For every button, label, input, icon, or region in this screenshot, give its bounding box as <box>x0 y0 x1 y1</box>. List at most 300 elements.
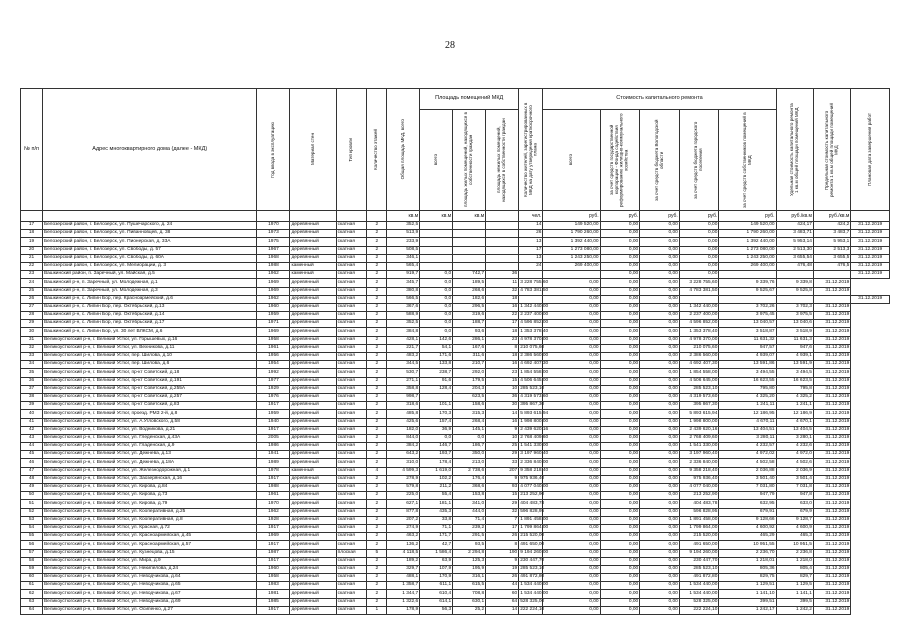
table-cell: 0,00 <box>543 295 600 303</box>
table-cell: 27 <box>21 303 43 311</box>
table-cell: 491 650,00 <box>679 541 719 549</box>
table-cell: 48 <box>21 475 43 483</box>
table-cell: скатная <box>336 279 367 287</box>
table-cell: 2 237 400,00 <box>519 312 543 320</box>
table-cell: деревянный <box>290 516 336 524</box>
table-cell: 12 186,95 <box>719 410 776 418</box>
table-cell: 285 523,10 <box>679 565 719 573</box>
table-cell: 491 872,80 <box>519 574 543 582</box>
table-cell: Великоустюгский р-н, г. Великий Устюг, ул. Дежнева, д.13 <box>42 451 256 459</box>
table-cell: Белозерский район, г. Белозерск, ул. Пушечарского, д. 24 <box>42 222 256 230</box>
table-cell: 0,00 <box>640 557 680 565</box>
table-cell: 0,00 <box>640 377 680 385</box>
unit-cell: кв.м <box>387 211 420 222</box>
table-cell: 32 <box>486 287 519 295</box>
table-cell: 805,36 <box>719 565 776 573</box>
table-cell: 233,9 <box>387 238 420 246</box>
table-cell: 13 040,6 <box>776 320 813 328</box>
table-cell: 0,00 <box>640 295 680 303</box>
table-cell: 0,00 <box>679 222 719 230</box>
table-cell: 1917 <box>257 426 290 434</box>
table-cell: Великоустюгский р-н, г. Великий Устюг, ул. Горышевых, д.16 <box>42 336 256 344</box>
table-cell: 4 600,92 <box>719 524 776 532</box>
table-cell: деревянный <box>290 451 336 459</box>
table-cell: скатная <box>336 303 367 311</box>
table-cell: Великоустюгский р-н, г. Великий Устюг, ул. Кооперативная, д.8 <box>42 516 256 524</box>
table-cell: 42 <box>21 426 43 434</box>
table-row <box>21 516 890 524</box>
table-cell: 0,00 <box>600 393 640 401</box>
table-cell <box>776 271 813 279</box>
table-cell: 0,00 <box>640 533 680 541</box>
table-cell: 9 194 260,00 <box>679 549 719 557</box>
table-cell: 2 <box>367 516 387 524</box>
table-cell: 384,8 <box>387 328 420 336</box>
table-cell: деревянный <box>290 459 336 467</box>
table-cell: 2 336 840,00 <box>519 459 543 467</box>
table-cell: 0,00 <box>600 434 640 442</box>
table-cell: 15 <box>486 377 519 385</box>
table-cell: деревянный <box>290 279 336 287</box>
table-row <box>21 336 890 344</box>
table-cell: 4 506 645,00 <box>519 377 543 385</box>
table-cell: 2 <box>367 287 387 295</box>
table-cell: 615,5 <box>453 582 486 590</box>
table-cell: 51 <box>21 500 43 508</box>
table-cell: 424,17 <box>776 222 813 230</box>
table-cell: 31.12.2019 <box>813 549 850 557</box>
table-cell: 3 501,40 <box>719 475 776 483</box>
table-cell: 0,00 <box>600 238 640 246</box>
table-cell: 399,5 <box>776 598 813 606</box>
table-cell: 1985 <box>257 598 290 606</box>
table-cell: 0,00 <box>600 549 640 557</box>
table-cell: 1917 <box>257 402 290 410</box>
table-cell: 0,00 <box>543 500 600 508</box>
table-cell: 2 036,88 <box>719 467 776 475</box>
table-cell: скатная <box>336 377 367 385</box>
table-cell: 31.12.2019 <box>813 467 850 475</box>
table-cell: Великоустюгский р-н, г. Великий Устюг, ул. Кирова, д.84 <box>42 484 256 492</box>
table-cell: деревянный <box>290 484 336 492</box>
table-cell: 0,00 <box>543 541 600 549</box>
table-cell: 424,2 <box>813 222 850 230</box>
cost-group-header: Стоимость капитального ремонта <box>543 89 776 110</box>
table-cell: 614,1 <box>420 598 453 606</box>
table-cell: 190 <box>486 549 519 557</box>
table-cell: 0,00 <box>600 353 640 361</box>
table-row <box>21 410 890 418</box>
table-cell: 145,1 <box>453 426 486 434</box>
table-cell: 13 591,9 <box>776 361 813 369</box>
table-cell: 50 <box>21 492 43 500</box>
table-cell: 0,00 <box>640 254 680 262</box>
table-body <box>21 222 890 615</box>
table-row <box>21 402 890 410</box>
table-cell: скатная <box>336 434 367 442</box>
table-row <box>21 385 890 393</box>
table-cell: 1969 <box>257 287 290 295</box>
table-cell: скатная <box>336 320 367 328</box>
table-cell: 25 <box>486 443 519 451</box>
repair-plan-table <box>20 88 890 615</box>
table-cell: деревянный <box>290 565 336 573</box>
table-cell: 9 <box>486 557 519 565</box>
table-cell: 2 <box>367 262 387 270</box>
table-cell: 296,5 <box>453 303 486 311</box>
table-cell: 0,00 <box>543 516 600 524</box>
table-cell: скатная <box>336 541 367 549</box>
table-cell: 55,4 <box>420 492 453 500</box>
table-cell: 0,00 <box>640 344 680 352</box>
table-cell: скатная <box>336 598 367 606</box>
table-cell: 341,0 <box>453 500 486 508</box>
table-cell: 0,00 <box>640 549 680 557</box>
table-cell: 13 404,5 <box>776 426 813 434</box>
table-cell: 1 353 378,40 <box>679 328 719 336</box>
table-cell: 285 523,10 <box>519 565 543 573</box>
table-cell: 178,9 <box>387 606 420 614</box>
table-cell: 7 031,80 <box>719 484 776 492</box>
table-cell <box>543 271 600 279</box>
table-cell: 222 224,10 <box>519 606 543 614</box>
table-cell: 315,3 <box>453 410 486 418</box>
table-cell: 1 998 800,00 <box>679 418 719 426</box>
table-cell: 2 <box>367 484 387 492</box>
table-cell: 428,1 <box>387 336 420 344</box>
table-cell: 31.12.2019 <box>813 565 850 573</box>
table-cell: 2 386 560,00 <box>679 353 719 361</box>
table-cell: 291,5 <box>453 533 486 541</box>
table-cell <box>486 230 519 238</box>
table-cell: 1917 <box>257 475 290 483</box>
table-cell: 708,8 <box>453 590 486 598</box>
table-cell: скатная <box>336 451 367 459</box>
table-cell: 31.12.2019 <box>813 377 850 385</box>
table-cell: 14 <box>486 606 519 614</box>
table-cell: 0,00 <box>640 606 680 614</box>
table-cell: каменный <box>290 262 336 270</box>
table-cell <box>453 230 486 238</box>
table-cell: 0,00 <box>543 590 600 598</box>
table-cell: 31.12.2019 <box>813 516 850 524</box>
table-cell: 10 951,5 <box>776 541 813 549</box>
table-cell: 2 <box>367 295 387 303</box>
table-cell: деревянный <box>290 508 336 516</box>
table-cell <box>813 271 850 279</box>
table-cell: скатная <box>336 287 367 295</box>
table-cell: 0,00 <box>600 484 640 492</box>
table-cell: 0,00 <box>640 312 680 320</box>
table-cell: 49 <box>21 484 43 492</box>
table-cell: 2 <box>367 590 387 598</box>
table-cell: 17 <box>519 246 543 254</box>
table-cell: 1941 <box>257 451 290 459</box>
table-cell: 60 <box>486 590 519 598</box>
table-cell: 31.12.2019 <box>813 574 850 582</box>
table-cell: 0,00 <box>600 344 640 352</box>
table-cell: 0,00 <box>543 533 600 541</box>
table-cell: 238,7 <box>420 369 453 377</box>
table-cell: 632,95 <box>719 500 776 508</box>
table-cell: 30 <box>21 328 43 336</box>
table-cell: 0,00 <box>640 320 680 328</box>
table-cell: 1 392 440,00 <box>719 238 776 246</box>
table-cell: Вашкинский район, п. Заречный, ул. Майская, д.5 <box>42 271 256 279</box>
table-cell: 565,4 <box>387 262 420 270</box>
table-cell: 465,29 <box>719 533 776 541</box>
table-cell: 45 <box>21 451 43 459</box>
table-cell: 31.12.2019 <box>813 418 850 426</box>
table-cell: 9 <box>486 426 519 434</box>
table-cell: 31.12.2019 <box>813 524 850 532</box>
table-cell: 64 <box>486 598 519 606</box>
table-cell: 4 596 852,00 <box>519 320 543 328</box>
table-cell: 31.12.2019 <box>813 582 850 590</box>
table-cell: 35 <box>21 369 43 377</box>
table-cell: 596 828,95 <box>679 508 719 516</box>
table-row <box>21 353 890 361</box>
table-cell: 0,00 <box>640 230 680 238</box>
table-cell: 2 <box>367 451 387 459</box>
table-cell <box>486 254 519 262</box>
table-cell: 59 <box>21 565 43 573</box>
table-cell: 268,4 <box>453 418 486 426</box>
table-cell: 2 513,30 <box>776 246 813 254</box>
table-cell: 1 241,11 <box>719 402 776 410</box>
table-cell: 4 939,07 <box>719 353 776 361</box>
table-cell: Великоустюгский р-н, г. Великий Устюг, ул. Гледенская, д.43А <box>42 434 256 442</box>
table-cell: 225,0 <box>387 492 420 500</box>
table-cell: 0,00 <box>543 377 600 385</box>
table-cell: 0,00 <box>600 492 640 500</box>
table-cell: 528 325,00 <box>679 598 719 606</box>
table-cell: деревянный <box>290 590 336 598</box>
table-cell: 0,00 <box>543 484 600 492</box>
table-cell: 352,5 <box>387 320 420 328</box>
table-cell: деревянный <box>290 549 336 557</box>
table-cell: 0,00 <box>600 262 640 270</box>
table-cell: 31.12.2019 <box>813 426 850 434</box>
table-cell: 0,00 <box>640 434 680 442</box>
table-cell: 3 228 755,60 <box>679 279 719 287</box>
table-cell: 1 218,01 <box>719 557 776 565</box>
table-cell: деревянный <box>290 541 336 549</box>
table-cell: 102,2 <box>420 475 453 483</box>
table-cell: Белозерский район, г. Белозерск, ул. Пионерская, д. 33А <box>42 238 256 246</box>
table-cell: 1 273 080,00 <box>719 246 776 254</box>
table-cell: Великоустюгский р-н, г. Великий Устюг, ул. Водникова, д.21 <box>42 426 256 434</box>
table-cell: 179,5 <box>453 377 486 385</box>
table-cell: 0,0 <box>420 295 453 303</box>
table-cell: 588,9 <box>387 312 420 320</box>
table-cell: Великоустюгский р-н, г. Великий Устюг, ул. Кирова, д.73 <box>42 492 256 500</box>
table-cell: 0,00 <box>640 590 680 598</box>
table-cell: 1 854 558,00 <box>679 369 719 377</box>
table-cell: 4 939,1 <box>776 353 813 361</box>
table-cell: Вашкинский р-н, с. Липин Бор, ул. 30 лет ВЛКСМ, д.6 <box>42 328 256 336</box>
table-cell: 53 <box>21 516 43 524</box>
table-cell: 171,7 <box>420 533 453 541</box>
table-cell: 579,8 <box>387 484 420 492</box>
table-cell: 0,00 <box>543 402 600 410</box>
table-cell: 319,6 <box>453 312 486 320</box>
table-cell: 210 075,60 <box>679 344 719 352</box>
table-cell: 0,00 <box>640 287 680 295</box>
table-cell: 31.12.2019 <box>813 598 850 606</box>
table-cell: 285 523,10 <box>519 385 543 393</box>
table-row <box>21 492 890 500</box>
table-cell: 0,00 <box>600 295 640 303</box>
table-cell: 1 129,5 <box>776 582 813 590</box>
table-cell: 1968 <box>257 254 290 262</box>
table-cell: 2 <box>367 402 387 410</box>
table-cell: 20 <box>21 246 43 254</box>
col-wall-header: Материал стен <box>290 89 336 211</box>
table-cell: Великоустюгский р-н, г. Великий Устюг, ул. Неводчикова, д.65 <box>42 582 256 590</box>
table-cell: 0,00 <box>543 426 600 434</box>
table-cell: 0,00 <box>640 598 680 606</box>
table-cell: 0,00 <box>640 328 680 336</box>
table-cell: 230 447,70 <box>679 557 719 565</box>
table-cell: 207,2 <box>387 516 420 524</box>
table-cell: 0,00 <box>543 606 600 614</box>
table-cell: 1 790 260,00 <box>543 230 600 238</box>
table-cell: 0,00 <box>640 271 680 279</box>
table-cell: 0,0 <box>420 312 453 320</box>
table-cell: Белозерский район, г. Белозерск, ул. Свободы, д. 60А <box>42 254 256 262</box>
table-cell: 33,8 <box>420 516 453 524</box>
table-cell: 2 <box>367 377 387 385</box>
table-cell: 3 228 755,60 <box>519 279 543 287</box>
table-cell: 4 596 852,00 <box>679 320 719 328</box>
table-cell: 0,0 <box>420 271 453 279</box>
table-cell: 10 <box>486 434 519 442</box>
table-cell: скатная <box>336 443 367 451</box>
table-cell: 31.12.2019 <box>813 541 850 549</box>
table-cell: 0,00 <box>600 598 640 606</box>
table-cell: 9 525,67 <box>719 287 776 295</box>
table-row <box>21 500 890 508</box>
table-cell: 1 799 864,00 <box>679 524 719 532</box>
table-row <box>21 393 890 401</box>
table-cell: 0,00 <box>543 549 600 557</box>
table-cell: 52 <box>21 508 43 516</box>
table-cell: 0,00 <box>640 426 680 434</box>
table-cell: 2 <box>367 312 387 320</box>
table-cell: скатная <box>336 557 367 565</box>
table-cell: 623,5 <box>453 393 486 401</box>
table-cell: деревянный <box>290 328 336 336</box>
table-cell: 2 <box>367 541 387 549</box>
table-cell: 11 631,32 <box>719 336 776 344</box>
table-cell: 0,00 <box>640 262 680 270</box>
col-cost-local-header: за счет средств бюджета городского поселения <box>679 110 719 211</box>
table-cell: 213 252,90 <box>679 492 719 500</box>
table-cell: 268,6 <box>453 287 486 295</box>
table-cell: 221,7 <box>387 344 420 352</box>
table-cell: 0,00 <box>543 565 600 573</box>
table-cell: 31.12.2019 <box>813 336 850 344</box>
table-cell: 485,8 <box>387 410 420 418</box>
table-cell: скатная <box>336 254 367 262</box>
table-cell: 4 972,02 <box>719 451 776 459</box>
table-cell: 4 319 573,60 <box>519 393 543 401</box>
table-cell: 2 768 409,60 <box>519 434 543 442</box>
table-cell: 1 342 440,00 <box>679 303 719 311</box>
table-cell: 2 <box>367 271 387 279</box>
table-cell: 34 <box>21 361 43 369</box>
table-cell: 1 322,6 <box>387 598 420 606</box>
table-cell: 29 <box>486 451 519 459</box>
table-cell: 9 339,8 <box>776 279 813 287</box>
table-cell: 4 600,9 <box>776 524 813 532</box>
table-cell: 1983 <box>257 582 290 590</box>
table-cell: 29 <box>486 500 519 508</box>
table-cell: 61 <box>21 582 43 590</box>
table-cell: 0,00 <box>600 516 640 524</box>
table-cell: 0,00 <box>543 303 600 311</box>
table-cell: 22 <box>486 312 519 320</box>
table-cell: 0,00 <box>600 230 640 238</box>
table-cell: Великоустюгский р-н, г. Великий Устюг, ул. Неводчикова, д.67 <box>42 590 256 598</box>
table-cell: 1 141,10 <box>719 590 776 598</box>
table-cell: 269 400,00 <box>543 262 600 270</box>
table-cell: 0,00 <box>600 582 640 590</box>
table-cell: 1 129,51 <box>719 582 776 590</box>
table-cell: 2 768 409,60 <box>679 434 719 442</box>
table-cell: 31.12.2019 <box>851 295 890 303</box>
table-cell: 1959 <box>257 410 290 418</box>
table-cell: 0,0 <box>420 320 453 328</box>
table-cell <box>420 262 453 270</box>
table-cell: Великоустюгский р-н, г. Великий Устюг, ул. Некипелова, д.24 <box>42 565 256 573</box>
table-cell: 0,0 <box>420 279 453 287</box>
table-cell: 4 692 407,30 <box>519 361 543 369</box>
table-cell: 0,00 <box>679 230 719 238</box>
table-cell: 318,6 <box>387 402 420 410</box>
table-cell: 8 <box>486 541 519 549</box>
col-deadline-header: Плановая дата завершения работ <box>851 89 890 211</box>
table-cell: 395 867,30 <box>519 402 543 410</box>
table-cell: 38 <box>21 393 43 401</box>
table-cell: 947,6 <box>776 344 813 352</box>
table-cell: 31.12.2019 <box>851 230 890 238</box>
table-cell: 36 <box>486 271 519 279</box>
table-cell: деревянный <box>290 393 336 401</box>
table-row <box>21 467 890 475</box>
table-cell: 1971 <box>257 320 290 328</box>
table-cell: деревянный <box>290 582 336 590</box>
table-cell: 947,79 <box>719 492 776 500</box>
table-cell: 3 197 960,40 <box>519 451 543 459</box>
table-cell: 0,00 <box>640 475 680 483</box>
table-cell: Великоустюгский р-н, г. Великий Устюг, ул. Красноармейская, д.57 <box>42 541 256 549</box>
table-cell: 3 518,87 <box>719 328 776 336</box>
table-cell: 395 867,30 <box>679 402 719 410</box>
table-cell: 31.12.2019 <box>813 303 850 311</box>
table-row <box>21 369 890 377</box>
table-cell: 805,4 <box>776 565 813 573</box>
table-cell: Великоустюгский р-н, г. Великий Устюг, ул. Дежнева, д.18А <box>42 459 256 467</box>
table-cell: 596 828,95 <box>519 508 543 516</box>
table-cell: 0,00 <box>679 254 719 262</box>
table-cell: скатная <box>336 369 367 377</box>
table-cell: 476,48 <box>776 262 813 270</box>
table-row <box>21 574 890 582</box>
table-cell <box>719 295 776 303</box>
table-cell: 31.12.2019 <box>813 492 850 500</box>
